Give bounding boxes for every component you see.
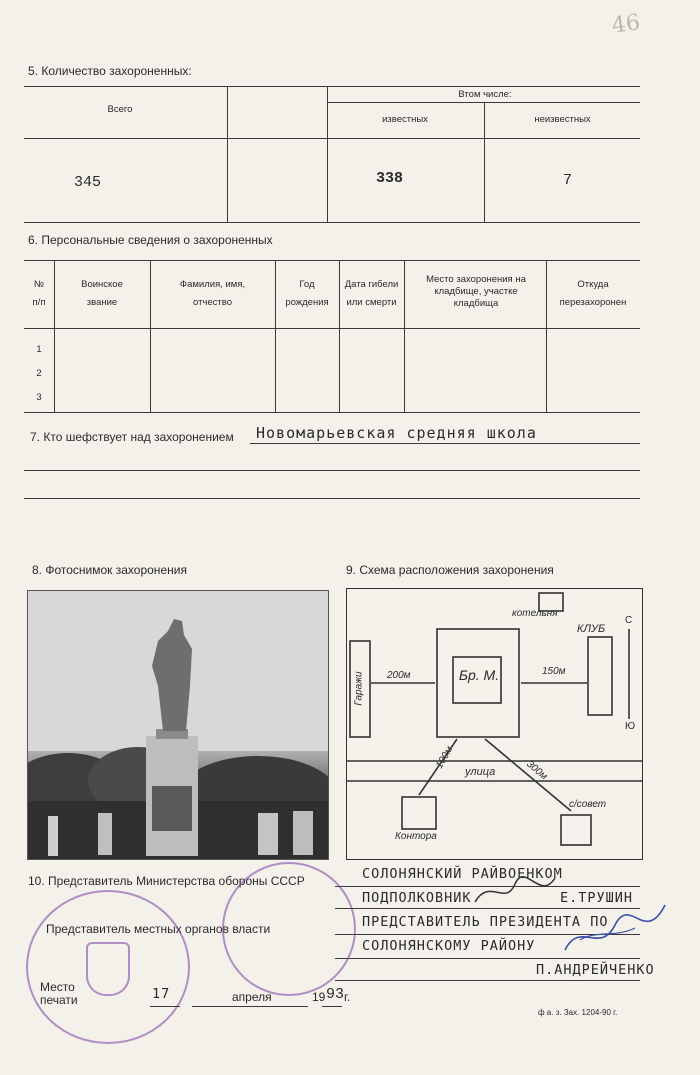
label-distance-300: 300м (524, 758, 550, 783)
col-birth-year: Год рождения (285, 279, 329, 309)
label-club: КЛУБ (577, 623, 606, 635)
col-reburied-from: Откуда перезахоронен (559, 279, 627, 309)
label-memorial: Бр. М. (458, 667, 500, 683)
section7-title: 7. Кто шефствует над захоронением (30, 430, 234, 444)
label-boiler: котельня (512, 608, 558, 619)
known-count: 338 (376, 170, 404, 187)
local-district-line: СОЛОНЯНСКОМУ РАЙОНУ (362, 938, 536, 954)
seal-label: печати (40, 993, 78, 1007)
section10-title: 10. Представитель Министерства обороны СССР (28, 874, 305, 888)
row-number-3: 3 (36, 392, 42, 403)
local-authority-title: Представитель местных органов власти (46, 922, 271, 936)
date-month: апреля (232, 990, 272, 1004)
section5-title: 5. Количество захороненных: (28, 64, 192, 78)
label-street: улица (465, 766, 496, 778)
patron-value: Новомарьевская средняя школа (256, 424, 537, 442)
label-south: Ю (625, 721, 636, 732)
date-year-unit: г. (344, 990, 351, 1004)
label-distance-100: 100м (434, 744, 456, 771)
date-day: 17 (152, 986, 171, 1002)
date-year-suffix: 93 (326, 986, 345, 1003)
section9-title: 9. Схема расположения захоронения (346, 563, 554, 577)
print-code: ф а. з. Зах. 1204-90 г. (538, 1008, 618, 1017)
row-number-2: 2 (36, 368, 42, 379)
place-label: Место (40, 980, 75, 994)
military-name: Е.ТРУШИН (560, 890, 634, 906)
col-rank: Воинское звание (81, 279, 123, 309)
location-scheme (346, 588, 643, 860)
unknown-count: 7 (563, 172, 573, 189)
col-number: № п/п (32, 279, 46, 309)
military-office-stamp (222, 862, 356, 996)
col-death-date: Дата гибели или смерти (344, 279, 399, 309)
col-name: Фамилия, имя, отчество (179, 279, 246, 309)
col-burial-place: Место захоронения на кладбище, участке кладбища (426, 274, 526, 309)
header-unknown: неизвестных (534, 114, 591, 125)
military-signature (470, 872, 560, 912)
date-year-prefix: 19 (312, 990, 326, 1004)
label-office: Контора (395, 831, 437, 842)
trident-emblem-icon (86, 942, 130, 996)
local-name: П.АНДРЕЙЧЕНКО (536, 962, 655, 978)
corner-note: 46 (610, 10, 642, 39)
header-total: Всего (107, 104, 133, 115)
district-seal-stamp (26, 890, 190, 1044)
header-known: известных (382, 114, 428, 125)
section8-title: 8. Фотоснимок захоронения (32, 563, 187, 577)
military-commissar-line: СОЛОНЯНСКИЙ РАЙВОЕНКОМ (362, 866, 563, 882)
label-distance-200: 200м (387, 670, 411, 681)
local-signature (560, 900, 670, 960)
burial-photo (27, 590, 329, 860)
military-rank: ПОДПОЛКОВНИК (362, 890, 472, 906)
row-number-1: 1 (36, 344, 42, 355)
label-distance-150: 150м (542, 666, 566, 677)
label-north: С (625, 615, 633, 626)
label-council: с/совет (569, 799, 607, 810)
monument-picture (28, 591, 328, 859)
header-including: Втом числе: (458, 89, 512, 100)
local-position-line: ПРЕДСТАВИТЕЛЬ ПРЕЗИДЕНТА ПО (362, 914, 609, 930)
total-count: 345 (74, 174, 102, 191)
label-garages: Гаражи (353, 671, 365, 706)
section6-title: 6. Персональные сведения о захороненных (28, 233, 273, 247)
